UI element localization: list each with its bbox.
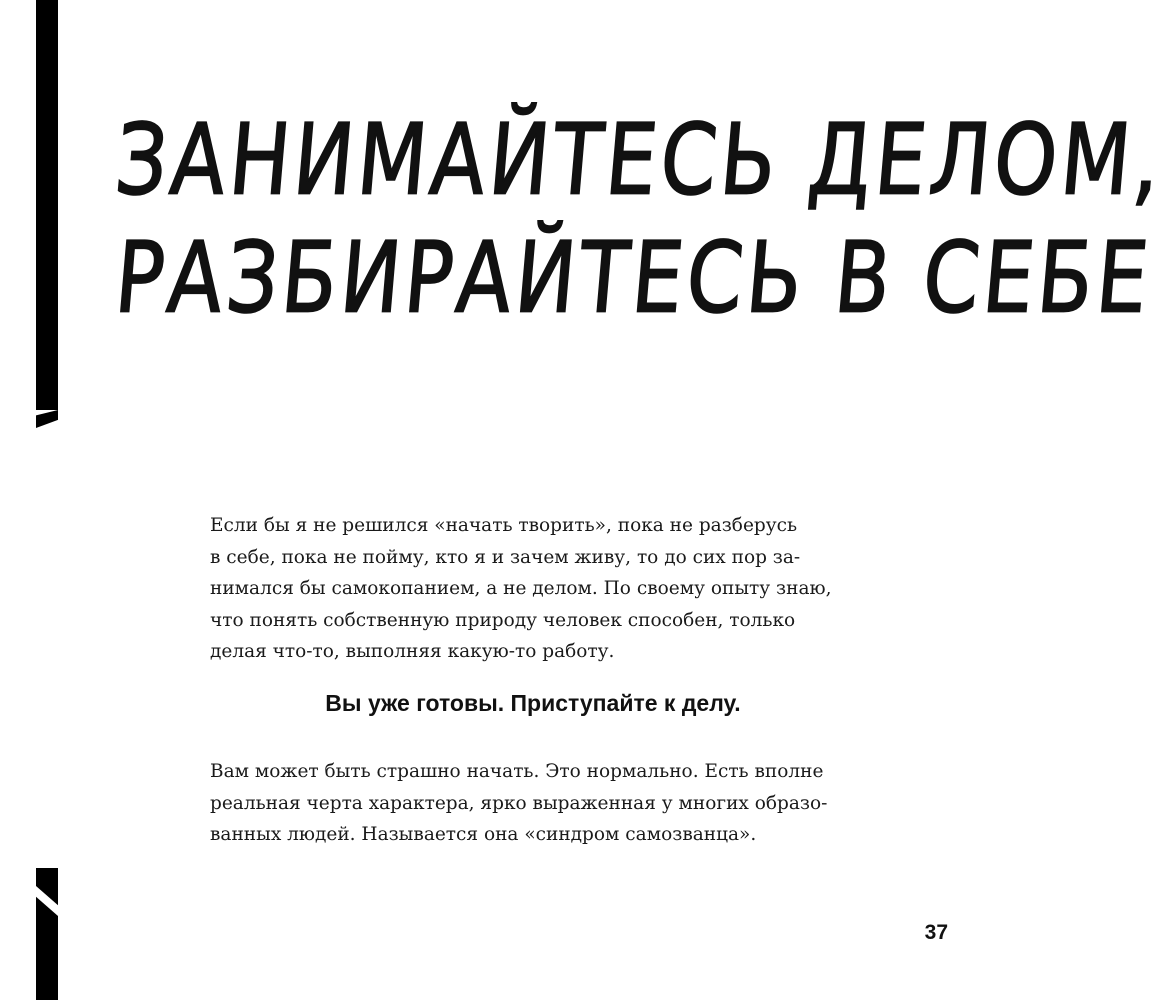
chapter-title [110,103,1169,335]
left-edge-bar-top [36,0,58,410]
text-line: ванных людей. Называется она «синдром самозванца». [210,824,757,845]
page-number: 37 [924,921,948,944]
chapter-title-line-2: РАЗБИРАЙТЕСЬ В СЕБЕ [110,221,1157,335]
text-line: реальная черта характера, ярко выраженная у многих образо- [210,792,828,814]
text-line: Если бы я не решился «начать творить», пока не разберусь [210,515,798,536]
chapter-title-line-1: ЗАНИМАЙТЕСЬ ДЕЛОМ, [110,103,1169,217]
left-edge-bar-bottom [36,868,58,1000]
text-line: делая что-то, выполняя какую-то работу. [210,641,615,662]
body-paragraph-2 [210,756,828,851]
body-paragraph-1 [210,510,832,668]
subheading: Вы уже готовы. Приступайте к делу. [325,690,741,716]
text-line: что понять собственную природу человек способен, только [210,609,796,631]
text-line: Вам может быть страшно начать. Это нормально. Есть вполне [210,761,824,782]
text-line: в себе, пока не пойму, кто я и зачем живу, то до сих пор за- [210,546,801,568]
text-line: нимался бы самокопанием, а не делом. По своему опыту знаю, [210,578,832,599]
left-edge-bar-top-end [36,410,58,428]
